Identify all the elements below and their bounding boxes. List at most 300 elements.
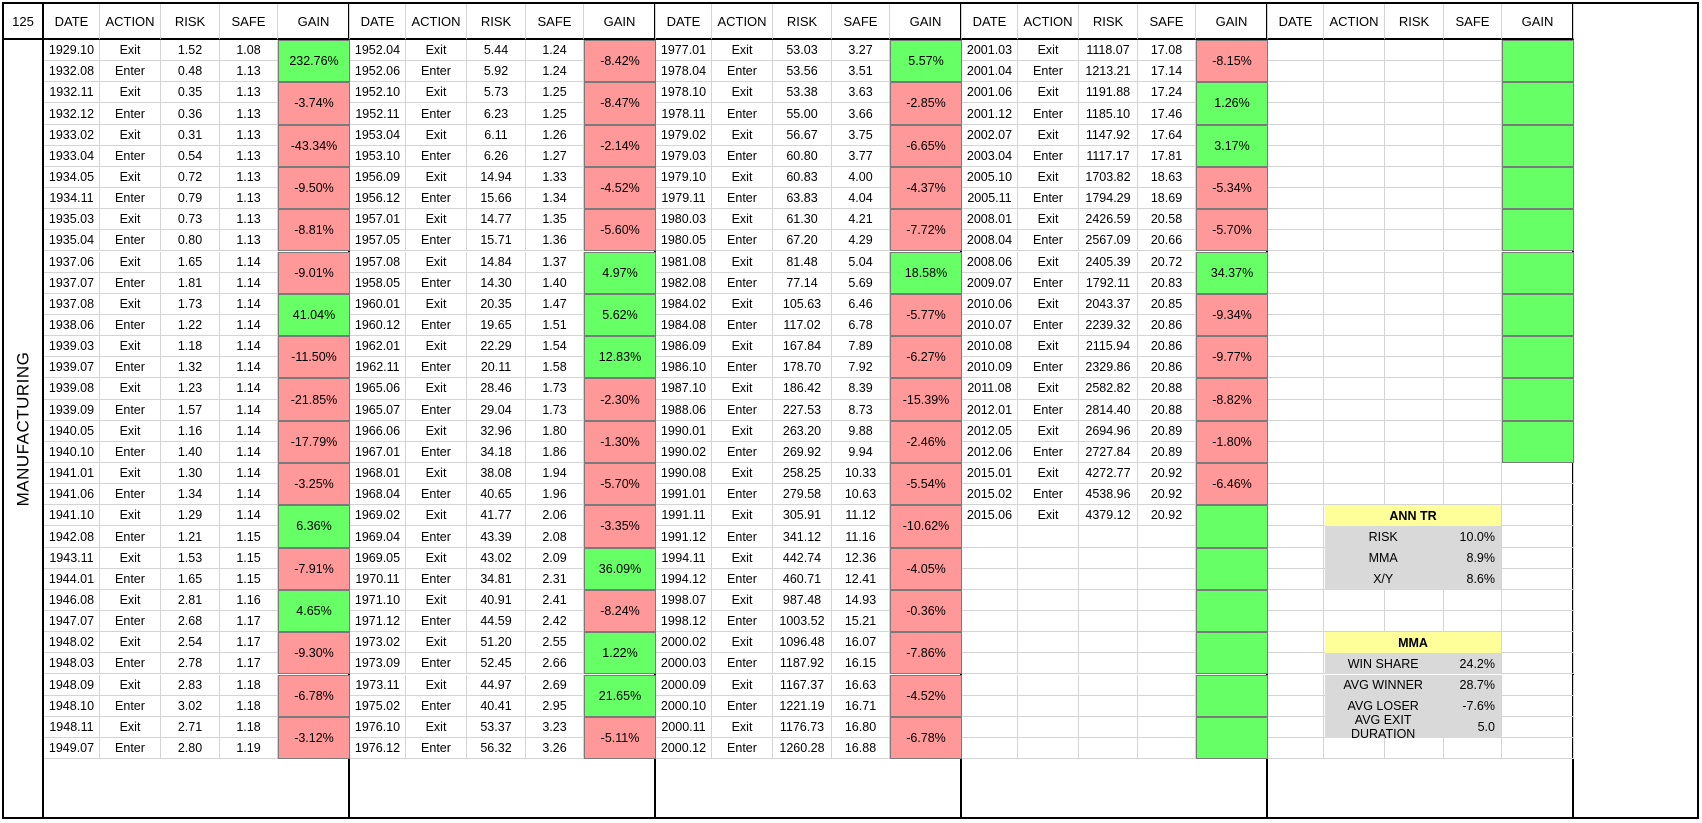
table-cell[interactable] (962, 653, 1018, 674)
table-cell[interactable] (1079, 717, 1138, 738)
table-cell[interactable]: 17.64 (1138, 125, 1196, 146)
table-cell[interactable]: 1.14 (220, 484, 278, 505)
table-cell[interactable]: 1953.10 (350, 146, 406, 167)
table-cell[interactable]: 1.14 (220, 357, 278, 378)
gain-cell[interactable]: 36.09% (584, 548, 656, 590)
gain-cell[interactable]: 232.76% (278, 40, 350, 82)
gain-cell[interactable] (1502, 378, 1574, 420)
table-cell[interactable]: 1940.05 (44, 421, 100, 442)
table-cell[interactable]: 1971.12 (350, 611, 406, 632)
table-cell[interactable]: Exit (406, 252, 467, 273)
table-cell[interactable]: 1.14 (220, 505, 278, 526)
table-cell[interactable]: 1.23 (161, 378, 220, 399)
table-cell[interactable]: 2000.02 (656, 632, 712, 653)
table-cell[interactable]: 1948.09 (44, 675, 100, 696)
table-cell[interactable]: 60.80 (773, 146, 832, 167)
column-header-gain[interactable]: GAIN (1502, 4, 1574, 40)
table-cell[interactable]: 43.02 (467, 548, 526, 569)
table-cell[interactable]: 77.14 (773, 273, 832, 294)
table-cell[interactable]: 8.39 (832, 378, 890, 399)
table-cell[interactable]: 1.24 (526, 40, 584, 61)
table-cell[interactable] (1268, 125, 1324, 146)
table-cell[interactable]: 1.81 (161, 273, 220, 294)
table-cell[interactable]: 3.02 (161, 696, 220, 717)
table-cell[interactable]: 1.13 (220, 125, 278, 146)
table-cell[interactable]: 12.36 (832, 548, 890, 569)
table-cell[interactable]: 14.84 (467, 252, 526, 273)
table-cell[interactable] (1079, 548, 1138, 569)
table-cell[interactable]: 2567.09 (1079, 230, 1138, 251)
column-header-action[interactable]: ACTION (100, 4, 161, 40)
table-cell[interactable]: 2002.07 (962, 125, 1018, 146)
table-cell[interactable]: 1935.04 (44, 230, 100, 251)
gain-cell[interactable]: -6.78% (278, 675, 350, 717)
table-cell[interactable]: 1962.11 (350, 357, 406, 378)
stat-row[interactable] (1325, 653, 1501, 674)
table-cell[interactable]: 20.86 (1138, 336, 1196, 357)
column-header-gain[interactable]: GAIN (584, 4, 656, 40)
table-cell[interactable]: 2.09 (526, 548, 584, 569)
gain-cell[interactable] (1502, 82, 1574, 124)
table-cell[interactable] (1385, 230, 1444, 251)
column-header-safe[interactable]: SAFE (832, 4, 890, 40)
table-cell[interactable] (1444, 611, 1502, 632)
table-cell[interactable]: Enter (712, 611, 773, 632)
gain-cell[interactable] (1196, 675, 1268, 717)
table-cell[interactable]: 0.73 (161, 209, 220, 230)
table-cell[interactable]: 1952.10 (350, 82, 406, 103)
table-cell[interactable]: Enter (100, 653, 161, 674)
gain-cell[interactable]: 12.83% (584, 336, 656, 378)
table-cell[interactable]: 178.70 (773, 357, 832, 378)
table-cell[interactable]: 2405.39 (1079, 252, 1138, 273)
table-cell[interactable]: 2005.10 (962, 167, 1018, 188)
table-cell[interactable]: 20.83 (1138, 273, 1196, 294)
table-cell[interactable] (1324, 188, 1385, 209)
table-cell[interactable]: Exit (406, 40, 467, 61)
table-cell[interactable]: 16.15 (832, 653, 890, 674)
table-cell[interactable]: 1969.05 (350, 548, 406, 569)
table-cell[interactable]: 7.92 (832, 357, 890, 378)
table-cell[interactable]: 1939.09 (44, 400, 100, 421)
table-cell[interactable]: 2239.32 (1079, 315, 1138, 336)
table-cell[interactable]: 56.32 (467, 738, 526, 759)
table-cell[interactable]: Enter (1018, 273, 1079, 294)
table-cell[interactable]: 5.92 (467, 61, 526, 82)
table-cell[interactable]: 1187.92 (773, 653, 832, 674)
table-cell[interactable]: Exit (100, 167, 161, 188)
gain-cell[interactable] (1196, 505, 1268, 547)
table-cell[interactable]: 0.48 (161, 61, 220, 82)
table-cell[interactable]: 1965.07 (350, 400, 406, 421)
table-cell[interactable]: 17.08 (1138, 40, 1196, 61)
table-cell[interactable]: Exit (1018, 505, 1079, 526)
table-cell[interactable]: Exit (1018, 463, 1079, 484)
table-cell[interactable]: 1794.29 (1079, 188, 1138, 209)
table-cell[interactable] (1018, 611, 1079, 632)
table-cell[interactable]: 0.54 (161, 146, 220, 167)
table-cell[interactable]: Enter (406, 442, 467, 463)
table-cell[interactable] (1502, 505, 1574, 526)
table-cell[interactable]: Enter (1018, 61, 1079, 82)
table-cell[interactable] (1444, 125, 1502, 146)
table-cell[interactable]: Enter (406, 315, 467, 336)
column-header-date[interactable]: DATE (656, 4, 712, 40)
gain-cell[interactable]: 41.04% (278, 294, 350, 336)
table-cell[interactable]: 11.12 (832, 505, 890, 526)
table-cell[interactable] (1324, 230, 1385, 251)
table-cell[interactable]: 1940.10 (44, 442, 100, 463)
table-cell[interactable]: Exit (712, 209, 773, 230)
table-cell[interactable]: 1975.02 (350, 696, 406, 717)
table-cell[interactable]: 1987.10 (656, 378, 712, 399)
table-cell[interactable]: 3.23 (526, 717, 584, 738)
table-cell[interactable] (1444, 82, 1502, 103)
table-cell[interactable] (1324, 252, 1385, 273)
table-cell[interactable]: 1973.02 (350, 632, 406, 653)
table-cell[interactable]: 10.33 (832, 463, 890, 484)
table-cell[interactable]: 1990.02 (656, 442, 712, 463)
table-cell[interactable]: Enter (406, 188, 467, 209)
table-cell[interactable]: Enter (406, 653, 467, 674)
gain-cell[interactable]: -3.25% (278, 463, 350, 505)
table-cell[interactable] (1268, 675, 1324, 696)
table-cell[interactable]: 12.41 (832, 569, 890, 590)
table-cell[interactable]: 1.16 (220, 590, 278, 611)
table-cell[interactable]: 1973.09 (350, 653, 406, 674)
gain-cell[interactable] (1502, 336, 1574, 378)
table-cell[interactable]: Enter (100, 61, 161, 82)
gain-cell[interactable]: -6.78% (890, 717, 962, 759)
table-cell[interactable]: 1.18 (220, 675, 278, 696)
table-cell[interactable]: Exit (1018, 167, 1079, 188)
table-cell[interactable] (1385, 590, 1444, 611)
table-cell[interactable]: 1956.09 (350, 167, 406, 188)
table-cell[interactable]: 8.73 (832, 400, 890, 421)
table-cell[interactable]: 1.58 (526, 357, 584, 378)
table-cell[interactable]: 20.66 (1138, 230, 1196, 251)
table-cell[interactable] (1324, 421, 1385, 442)
table-cell[interactable] (1385, 400, 1444, 421)
table-cell[interactable]: Exit (406, 209, 467, 230)
table-cell[interactable]: 1.18 (220, 717, 278, 738)
table-cell[interactable]: 1.13 (220, 188, 278, 209)
table-cell[interactable] (1324, 167, 1385, 188)
table-cell[interactable]: 1991.12 (656, 526, 712, 547)
table-cell[interactable]: 1980.05 (656, 230, 712, 251)
column-header-risk[interactable]: RISK (161, 4, 220, 40)
table-cell[interactable]: 1.14 (220, 273, 278, 294)
table-cell[interactable]: 1968.01 (350, 463, 406, 484)
gain-cell[interactable]: -1.30% (584, 421, 656, 463)
table-cell[interactable]: 1.25 (526, 103, 584, 124)
table-cell[interactable]: 2.68 (161, 611, 220, 632)
table-cell[interactable]: 17.24 (1138, 82, 1196, 103)
table-cell[interactable]: 2814.40 (1079, 400, 1138, 421)
table-cell[interactable]: Enter (406, 357, 467, 378)
column-header-safe[interactable]: SAFE (1444, 4, 1502, 40)
table-cell[interactable]: 1.14 (220, 421, 278, 442)
gain-cell[interactable]: 1.22% (584, 632, 656, 674)
table-cell[interactable]: 2005.11 (962, 188, 1018, 209)
table-cell[interactable]: 18.63 (1138, 167, 1196, 188)
table-cell[interactable] (1018, 526, 1079, 547)
table-cell[interactable] (1268, 484, 1324, 505)
table-cell[interactable] (1385, 61, 1444, 82)
table-cell[interactable] (1385, 188, 1444, 209)
table-cell[interactable]: 2.06 (526, 505, 584, 526)
table-cell[interactable]: Enter (100, 442, 161, 463)
gain-cell[interactable]: 21.65% (584, 675, 656, 717)
ann-tr-title[interactable]: ANN TR (1325, 505, 1501, 526)
table-cell[interactable]: 14.93 (832, 590, 890, 611)
table-cell[interactable]: 16.63 (832, 675, 890, 696)
table-cell[interactable] (1079, 569, 1138, 590)
table-cell[interactable]: 1167.37 (773, 675, 832, 696)
table-cell[interactable]: 41.77 (467, 505, 526, 526)
table-cell[interactable]: Exit (712, 548, 773, 569)
table-cell[interactable]: Enter (712, 230, 773, 251)
table-cell[interactable]: 1957.01 (350, 209, 406, 230)
table-cell[interactable]: 2.83 (161, 675, 220, 696)
table-cell[interactable]: 17.46 (1138, 103, 1196, 124)
table-cell[interactable] (1324, 273, 1385, 294)
gain-cell[interactable] (1502, 209, 1574, 251)
gain-cell[interactable]: -8.47% (584, 82, 656, 124)
table-cell[interactable]: 1937.07 (44, 273, 100, 294)
table-cell[interactable]: 2.55 (526, 632, 584, 653)
table-cell[interactable]: 2000.10 (656, 696, 712, 717)
gain-cell[interactable]: -9.77% (1196, 336, 1268, 378)
stat-row[interactable] (1325, 569, 1501, 590)
column-header-date[interactable]: DATE (962, 4, 1018, 40)
table-cell[interactable]: 1.34 (161, 484, 220, 505)
table-cell[interactable]: 1981.08 (656, 252, 712, 273)
gain-cell[interactable]: -8.15% (1196, 40, 1268, 82)
table-cell[interactable]: Enter (406, 484, 467, 505)
table-cell[interactable]: 305.91 (773, 505, 832, 526)
table-cell[interactable]: 4272.77 (1079, 463, 1138, 484)
table-cell[interactable]: Exit (406, 632, 467, 653)
table-cell[interactable]: 1191.88 (1079, 82, 1138, 103)
table-cell[interactable] (1444, 400, 1502, 421)
table-cell[interactable]: 52.45 (467, 653, 526, 674)
stat-row[interactable] (1325, 713, 1501, 742)
table-cell[interactable]: 1.65 (161, 569, 220, 590)
column-header-gain[interactable]: GAIN (278, 4, 350, 40)
table-cell[interactable]: 1932.11 (44, 82, 100, 103)
table-cell[interactable] (1324, 294, 1385, 315)
table-cell[interactable]: 1980.03 (656, 209, 712, 230)
table-cell[interactable]: Exit (712, 590, 773, 611)
table-cell[interactable] (1385, 252, 1444, 273)
table-cell[interactable] (1268, 294, 1324, 315)
table-cell[interactable]: 1947.07 (44, 611, 100, 632)
table-cell[interactable] (1502, 632, 1574, 653)
table-cell[interactable]: 1260.28 (773, 738, 832, 759)
table-cell[interactable]: 1976.12 (350, 738, 406, 759)
table-cell[interactable]: 20.92 (1138, 505, 1196, 526)
table-cell[interactable]: 1946.08 (44, 590, 100, 611)
table-cell[interactable]: 1949.07 (44, 738, 100, 759)
gain-cell[interactable]: 5.57% (890, 40, 962, 82)
table-cell[interactable]: 4.00 (832, 167, 890, 188)
table-cell[interactable] (1502, 653, 1574, 674)
column-header-safe[interactable]: SAFE (220, 4, 278, 40)
table-cell[interactable]: Enter (406, 230, 467, 251)
table-cell[interactable]: Enter (1018, 146, 1079, 167)
table-cell[interactable] (962, 738, 1018, 759)
table-cell[interactable]: Enter (100, 526, 161, 547)
table-cell[interactable]: 1971.10 (350, 590, 406, 611)
table-cell[interactable]: 1221.19 (773, 696, 832, 717)
table-cell[interactable]: 20.86 (1138, 357, 1196, 378)
table-cell[interactable]: 2012.01 (962, 400, 1018, 421)
table-cell[interactable]: Exit (100, 336, 161, 357)
table-cell[interactable] (1502, 696, 1574, 717)
table-cell[interactable]: 4538.96 (1079, 484, 1138, 505)
table-cell[interactable] (1268, 526, 1324, 547)
gain-cell[interactable] (1196, 717, 1268, 759)
gain-cell[interactable]: -1.80% (1196, 421, 1268, 463)
table-cell[interactable] (1385, 357, 1444, 378)
table-cell[interactable]: 1941.10 (44, 505, 100, 526)
table-cell[interactable]: 1.15 (220, 526, 278, 547)
table-cell[interactable] (1268, 569, 1324, 590)
table-cell[interactable] (1079, 675, 1138, 696)
table-cell[interactable]: 14.30 (467, 273, 526, 294)
gain-cell[interactable]: -4.05% (890, 548, 962, 590)
table-cell[interactable]: Enter (406, 738, 467, 759)
gain-cell[interactable]: -6.46% (1196, 463, 1268, 505)
table-cell[interactable] (1502, 590, 1574, 611)
table-cell[interactable]: 4379.12 (1079, 505, 1138, 526)
table-cell[interactable]: 3.63 (832, 82, 890, 103)
column-header-risk[interactable]: RISK (773, 4, 832, 40)
table-cell[interactable]: Enter (712, 400, 773, 421)
table-cell[interactable]: 15.71 (467, 230, 526, 251)
table-cell[interactable] (1268, 505, 1324, 526)
gain-cell[interactable]: -5.70% (1196, 209, 1268, 251)
column-header-safe[interactable]: SAFE (526, 4, 584, 40)
gain-cell[interactable]: 1.26% (1196, 82, 1268, 124)
table-cell[interactable]: 3.26 (526, 738, 584, 759)
table-cell[interactable] (1385, 421, 1444, 442)
table-cell[interactable]: 1948.02 (44, 632, 100, 653)
table-cell[interactable]: 1991.11 (656, 505, 712, 526)
table-cell[interactable]: 2000.03 (656, 653, 712, 674)
table-cell[interactable]: Enter (100, 146, 161, 167)
table-cell[interactable] (1268, 103, 1324, 124)
table-cell[interactable]: 1.27 (526, 146, 584, 167)
gain-cell[interactable]: 18.58% (890, 252, 962, 294)
table-cell[interactable]: 9.88 (832, 421, 890, 442)
table-cell[interactable] (1268, 336, 1324, 357)
table-cell[interactable]: 1.19 (220, 738, 278, 759)
table-cell[interactable] (1385, 336, 1444, 357)
table-cell[interactable] (1444, 167, 1502, 188)
table-cell[interactable]: 1943.11 (44, 548, 100, 569)
gain-cell[interactable]: -5.34% (1196, 167, 1268, 209)
table-cell[interactable]: 67.20 (773, 230, 832, 251)
table-cell[interactable]: 5.69 (832, 273, 890, 294)
table-cell[interactable] (1138, 632, 1196, 653)
table-cell[interactable]: 55.00 (773, 103, 832, 124)
table-cell[interactable]: 16.88 (832, 738, 890, 759)
gain-cell[interactable]: -5.70% (584, 463, 656, 505)
table-cell[interactable]: 2015.06 (962, 505, 1018, 526)
table-cell[interactable]: 2008.04 (962, 230, 1018, 251)
table-cell[interactable]: Enter (100, 230, 161, 251)
table-cell[interactable] (1268, 632, 1324, 653)
table-cell[interactable] (1079, 611, 1138, 632)
table-cell[interactable]: Enter (406, 103, 467, 124)
table-cell[interactable] (1268, 378, 1324, 399)
table-cell[interactable]: 1.73 (526, 378, 584, 399)
table-cell[interactable]: 1979.11 (656, 188, 712, 209)
table-cell[interactable]: 1994.12 (656, 569, 712, 590)
table-cell[interactable]: 1.22 (161, 315, 220, 336)
table-cell[interactable]: 20.89 (1138, 421, 1196, 442)
table-cell[interactable]: 1.65 (161, 252, 220, 273)
table-cell[interactable]: 6.78 (832, 315, 890, 336)
table-cell[interactable]: 2010.09 (962, 357, 1018, 378)
gain-cell[interactable]: 4.65% (278, 590, 350, 632)
table-cell[interactable] (962, 526, 1018, 547)
gain-cell[interactable]: -4.37% (890, 167, 962, 209)
table-cell[interactable]: 1.53 (161, 548, 220, 569)
table-cell[interactable]: 2.69 (526, 675, 584, 696)
table-cell[interactable] (1385, 125, 1444, 146)
table-cell[interactable] (1268, 442, 1324, 463)
table-cell[interactable]: Enter (712, 653, 773, 674)
table-cell[interactable]: 1941.01 (44, 463, 100, 484)
table-cell[interactable]: 1.51 (526, 315, 584, 336)
table-cell[interactable]: 1792.11 (1079, 273, 1138, 294)
table-cell[interactable]: 2008.06 (962, 252, 1018, 273)
table-cell[interactable]: 5.73 (467, 82, 526, 103)
column-header-risk[interactable]: RISK (1385, 4, 1444, 40)
table-cell[interactable]: 1.15 (220, 569, 278, 590)
table-cell[interactable] (1079, 696, 1138, 717)
table-cell[interactable] (1444, 40, 1502, 61)
gain-cell[interactable]: -8.42% (584, 40, 656, 82)
table-cell[interactable]: Enter (406, 61, 467, 82)
table-cell[interactable]: Exit (100, 463, 161, 484)
table-cell[interactable]: 38.08 (467, 463, 526, 484)
table-cell[interactable]: Enter (712, 61, 773, 82)
table-cell[interactable]: 1982.08 (656, 273, 712, 294)
table-cell[interactable] (962, 696, 1018, 717)
table-cell[interactable] (1324, 357, 1385, 378)
table-cell[interactable] (1385, 209, 1444, 230)
table-cell[interactable] (962, 632, 1018, 653)
table-cell[interactable]: Exit (406, 82, 467, 103)
table-cell[interactable] (1079, 738, 1138, 759)
table-cell[interactable]: Exit (1018, 209, 1079, 230)
table-cell[interactable]: 9.94 (832, 442, 890, 463)
table-cell[interactable]: 1147.92 (1079, 125, 1138, 146)
table-cell[interactable]: 1948.11 (44, 717, 100, 738)
table-cell[interactable]: Exit (712, 378, 773, 399)
table-cell[interactable] (1385, 40, 1444, 61)
table-cell[interactable]: Exit (712, 252, 773, 273)
table-cell[interactable] (1385, 463, 1444, 484)
table-cell[interactable]: 2.08 (526, 526, 584, 547)
table-cell[interactable]: Exit (1018, 40, 1079, 61)
table-cell[interactable]: Enter (712, 696, 773, 717)
table-cell[interactable] (1444, 421, 1502, 442)
